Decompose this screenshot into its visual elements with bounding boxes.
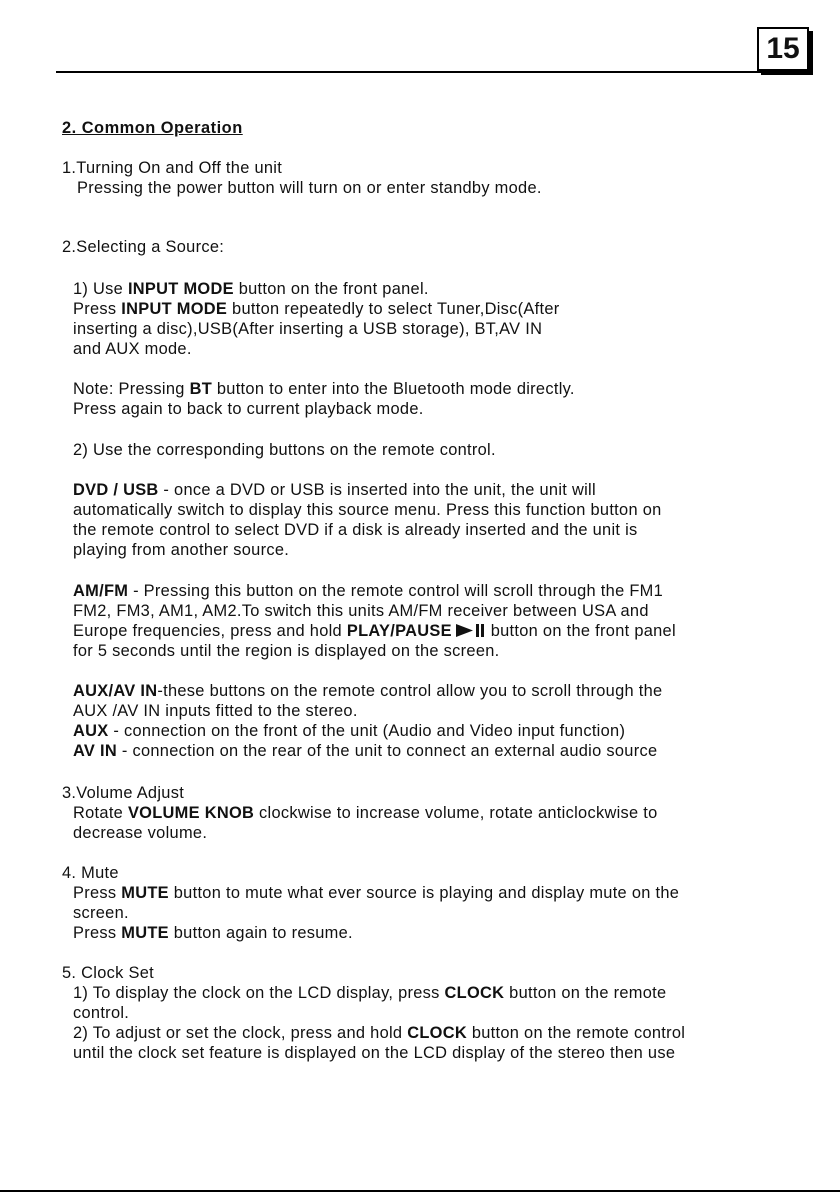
amfm-line1: AM/FM - Pressing this button on the remote control will scroll through the FM1 bbox=[73, 582, 664, 600]
dvd-usb-line2: automatically switch to display this source menu. Press this function button on bbox=[73, 501, 662, 519]
source-press-line2: inserting a disc),USB(After inserting a USB storage), BT,AV IN bbox=[73, 320, 543, 338]
source-press-line: Press INPUT MODE button repeatedly to select Tuner,Disc(After bbox=[73, 300, 560, 318]
source-note: Note: Pressing BT button to enter into the Bluetooth mode directly. bbox=[73, 380, 575, 398]
source-note-line2: Press again to back to current playback mode. bbox=[73, 400, 424, 418]
turning-on-text: Pressing the power button will turn on or enter standby mode. bbox=[77, 179, 542, 197]
dvd-usb-line1: DVD / USB - once a DVD or USB is inserted into the unit, the unit will bbox=[73, 481, 596, 499]
turning-on-heading: 1.Turning On and Off the unit bbox=[62, 159, 283, 177]
mute-heading: 4. Mute bbox=[62, 864, 119, 882]
mute-line1: Press MUTE button to mute what ever source is playing and display mute on the bbox=[73, 884, 680, 902]
clock-step2-line2: until the clock set feature is displayed on the LCD display of the stereo then use bbox=[73, 1044, 676, 1062]
volume-line2: decrease volume. bbox=[73, 824, 208, 842]
amfm-line3: Europe frequencies, press and hold PLAY/PAUSE button on the front panel bbox=[73, 621, 676, 643]
volume-line1: Rotate VOLUME KNOB clockwise to increase volume, rotate anticlockwise to bbox=[73, 804, 658, 822]
mute-resume: Press MUTE button again to resume. bbox=[73, 924, 353, 942]
play-pause-icon bbox=[456, 623, 486, 643]
avin-line: AV IN - connection on the rear of the unit to connect an external audio source bbox=[73, 742, 658, 760]
page-number-box: 15 bbox=[757, 27, 809, 71]
volume-heading: 3.Volume Adjust bbox=[62, 784, 185, 802]
auxav-line2: AUX /AV IN inputs fitted to the stereo. bbox=[73, 702, 358, 720]
clock-step2: 2) To adjust or set the clock, press and hold CLOCK button on the remote control bbox=[73, 1024, 686, 1042]
clock-step1: 1) To display the clock on the LCD display, press CLOCK button on the remote bbox=[73, 984, 667, 1002]
source-press-line3: and AUX mode. bbox=[73, 340, 192, 358]
clock-heading: 5. Clock Set bbox=[62, 964, 154, 982]
source-step1: 1) Use INPUT MODE button on the front panel. bbox=[73, 280, 429, 298]
aux-line: AUX - connection on the front of the unit (Audio and Video input function) bbox=[73, 722, 626, 740]
dvd-usb-line3: the remote control to select DVD if a disk is already inserted and the unit is bbox=[73, 521, 638, 539]
amfm-line2: FM2, FM3, AM1, AM2.To switch this units AM/FM receiver between USA and bbox=[73, 602, 649, 620]
dvd-usb-line4: playing from another source. bbox=[73, 541, 290, 559]
amfm-line4: for 5 seconds until the region is displayed on the screen. bbox=[73, 642, 500, 660]
mute-line2: screen. bbox=[73, 904, 129, 922]
header-rule bbox=[56, 71, 806, 73]
source-heading: 2.Selecting a Source: bbox=[62, 238, 225, 256]
clock-step1-line2: control. bbox=[73, 1004, 130, 1022]
source-step2: 2) Use the corresponding buttons on the remote control. bbox=[73, 441, 496, 459]
section-title: 2. Common Operation bbox=[62, 119, 243, 137]
auxav-line1: AUX/AV IN-these buttons on the remote control allow you to scroll through the bbox=[73, 682, 663, 700]
